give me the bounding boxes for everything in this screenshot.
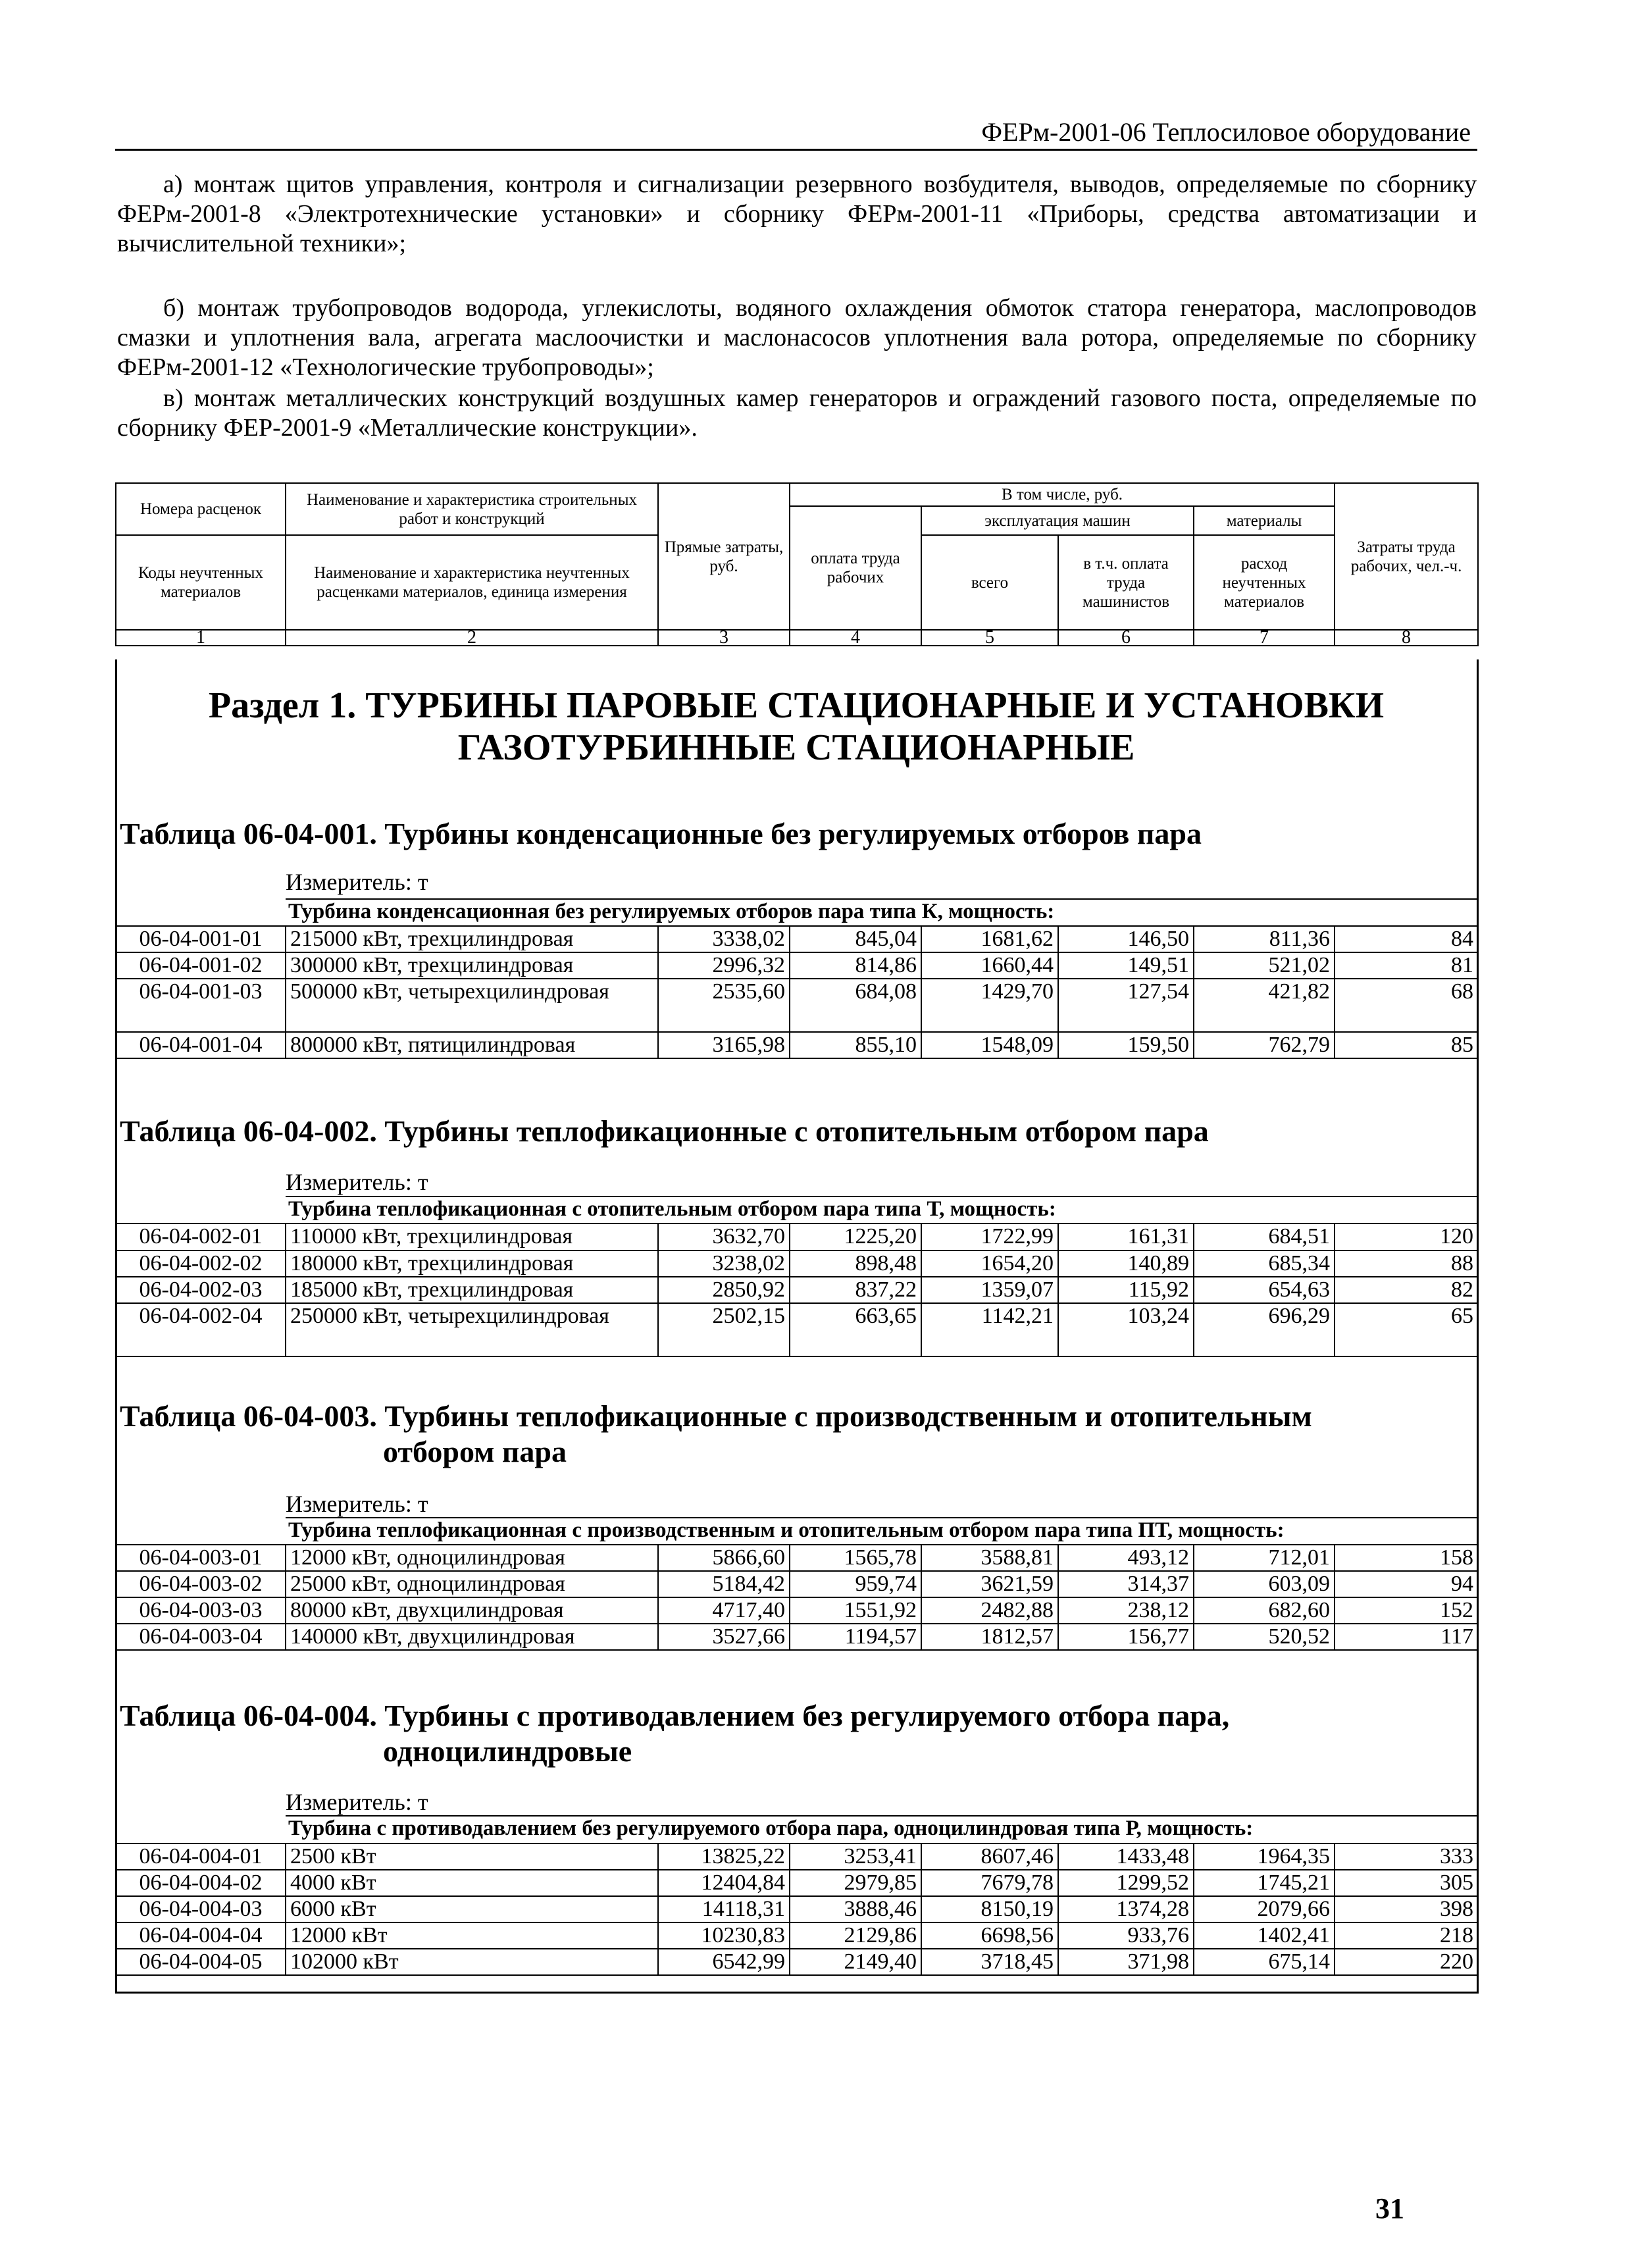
table-row — [116, 1843, 1478, 1870]
paragraph-a — [117, 170, 1477, 259]
column-number: 1 — [116, 630, 286, 646]
table-subheading: Турбина теплофикационная с отопительным отбором пара типа Т, мощность: — [286, 1196, 1478, 1221]
table-row — [116, 926, 1478, 952]
table-title — [120, 1698, 1475, 1769]
rate-code: 06-04-004-01 — [116, 1843, 286, 1870]
rate-code: 06-04-002-02 — [116, 1250, 286, 1277]
materials: 685,34 — [1194, 1250, 1335, 1277]
direct-costs: 5184,42 — [658, 1571, 790, 1597]
machinist-pay: 933,76 — [1058, 1922, 1194, 1949]
machines-total: 1812,57 — [921, 1624, 1058, 1650]
work-description: 300000 кВт, трехцилиндровая — [286, 952, 658, 979]
materials: 2079,66 — [1194, 1896, 1335, 1922]
direct-costs: 10230,83 — [658, 1922, 790, 1949]
materials: 682,60 — [1194, 1597, 1335, 1624]
running-header — [115, 113, 1477, 151]
rate-code: 06-04-002-01 — [116, 1224, 286, 1250]
materials: 684,51 — [1194, 1224, 1335, 1250]
table-title-text: Таблица 06-04-001. Турбины конденсационные без регулируемых отборов пара — [120, 817, 1202, 850]
rate-code: 06-04-003-04 — [116, 1624, 286, 1650]
machines-total: 1548,09 — [921, 1032, 1058, 1058]
table-title-text: Таблица 06-04-003. Турбины теплофикационные с производственным и отопительным — [120, 1399, 1312, 1433]
work-description: 800000 кВт, пятицилиндровая — [286, 1032, 658, 1058]
work-description: 25000 кВт, одноцилиндровая — [286, 1571, 658, 1597]
direct-costs: 13825,22 — [658, 1843, 790, 1870]
header-work-name: Наименование и характеристика строительных работ и конструкций — [286, 483, 658, 535]
work-description: 6000 кВт — [286, 1896, 658, 1922]
table-row — [116, 1250, 1478, 1277]
work-description: 180000 кВт, трехцилиндровая — [286, 1250, 658, 1277]
materials: 1402,41 — [1194, 1922, 1335, 1949]
machinist-pay: 115,92 — [1058, 1277, 1194, 1303]
labor-hours: 84 — [1335, 926, 1478, 952]
materials: 654,63 — [1194, 1277, 1335, 1303]
materials: 520,52 — [1194, 1624, 1335, 1650]
header-direct-costs: Прямые затраты, руб. — [658, 483, 790, 630]
work-description: 215000 кВт, трехцилиндровая — [286, 926, 658, 952]
worker-pay: 837,22 — [790, 1277, 921, 1303]
machines-total: 2482,88 — [921, 1597, 1058, 1624]
unit-of-measure: Измеритель: т — [286, 1789, 428, 1815]
direct-costs: 3238,02 — [658, 1250, 790, 1277]
worker-pay: 959,74 — [790, 1571, 921, 1597]
table-row — [116, 979, 1478, 1032]
table-row — [116, 1032, 1478, 1058]
machinist-pay: 1374,28 — [1058, 1896, 1194, 1922]
header-worker-pay: оплата труда рабочих — [790, 506, 921, 630]
materials: 521,02 — [1194, 952, 1335, 979]
materials: 675,14 — [1194, 1949, 1335, 1975]
labor-hours: 68 — [1335, 979, 1478, 1032]
table-row — [116, 1277, 1478, 1303]
labor-hours: 158 — [1335, 1545, 1478, 1571]
table-row — [116, 1597, 1478, 1624]
rate-code: 06-04-003-01 — [116, 1545, 286, 1571]
table-row — [116, 1545, 1478, 1571]
materials: 1745,21 — [1194, 1870, 1335, 1896]
labor-hours: 117 — [1335, 1624, 1478, 1650]
worker-pay: 663,65 — [790, 1303, 921, 1356]
rates-table — [115, 1843, 1479, 1976]
header-rate-numbers: Номера расценок — [116, 483, 286, 535]
table-row — [116, 1303, 1478, 1356]
work-description: 110000 кВт, трехцилиндровая — [286, 1224, 658, 1250]
table-title-continuation: отбором пара — [383, 1435, 567, 1468]
machines-total: 7679,78 — [921, 1870, 1058, 1896]
table-subheading: Турбина с противодавлением без регулируемого отбора пара, одноцилиндровая типа Р, мощность: — [286, 1815, 1478, 1840]
header-material-name: Наименование и характеристика неучтенных расценками материалов, единица измерения — [286, 535, 658, 630]
paragraph-b-text: б) монтаж трубопроводов водорода, углекислоты, водяного охлаждения обмоток статора генератора, маслопроводов смазки и уплотнения вала, агрегата маслоочистки и маслонасосов уплотнения вала ротора, определяемые по сборнику ФЕРм-2001-12 «Технологические трубопроводы»; — [117, 294, 1477, 381]
worker-pay: 1565,78 — [790, 1545, 921, 1571]
table-row — [116, 1896, 1478, 1922]
column-header-table — [115, 482, 1479, 646]
direct-costs: 4717,40 — [658, 1597, 790, 1624]
paragraph-c — [117, 384, 1477, 443]
table-title — [120, 816, 1475, 852]
table-title-text: Таблица 06-04-004. Турбины с противодавлением без регулируемого отбора пара, — [120, 1699, 1230, 1732]
machinist-pay: 1433,48 — [1058, 1843, 1194, 1870]
worker-pay: 898,48 — [790, 1250, 921, 1277]
work-description: 80000 кВт, двухцилиндровая — [286, 1597, 658, 1624]
machines-total: 1654,20 — [921, 1250, 1058, 1277]
column-number: 4 — [790, 630, 921, 646]
machinist-pay: 314,37 — [1058, 1571, 1194, 1597]
paragraph-a-text: а) монтаж щитов управления, контроля и сигнализации резервного возбудителя, выводов, определяемые по сборнику ФЕРм-2001-8 «Электротехнические установки» и сборнику ФЕРм-2001-11 «Приборы, средства автоматизации и вычислительной техники»; — [117, 170, 1477, 257]
machinist-pay: 149,51 — [1058, 952, 1194, 979]
materials: 421,82 — [1194, 979, 1335, 1032]
rate-code: 06-04-001-02 — [116, 952, 286, 979]
machinist-pay: 493,12 — [1058, 1545, 1194, 1571]
table-subheading: Турбина теплофикационная с производственным и отопительным отбором пара типа ПТ, мощность: — [286, 1517, 1478, 1542]
materials: 696,29 — [1194, 1303, 1335, 1356]
table-row — [116, 1571, 1478, 1597]
work-description: 2500 кВт — [286, 1843, 658, 1870]
machines-total: 8607,46 — [921, 1843, 1058, 1870]
rate-code: 06-04-002-03 — [116, 1277, 286, 1303]
work-description: 12000 кВт, одноцилиндровая — [286, 1545, 658, 1571]
worker-pay: 2129,86 — [790, 1922, 921, 1949]
table-row — [116, 1870, 1478, 1896]
direct-costs: 5866,60 — [658, 1545, 790, 1571]
unit-of-measure: Измеритель: т — [286, 1169, 428, 1195]
worker-pay: 814,86 — [790, 952, 921, 979]
work-description: 500000 кВт, четырехцилиндровая — [286, 979, 658, 1032]
rate-code: 06-04-001-03 — [116, 979, 286, 1032]
rates-table — [115, 1223, 1479, 1357]
unit-of-measure: Измеритель: т — [286, 1491, 428, 1517]
section-title: Раздел 1. ТУРБИНЫ ПАРОВЫЕ СТАЦИОНАРНЫЕ И УСТАНОВКИ ГАЗОТУРБИННЫЕ СТАЦИОНАРНЫЕ — [208, 685, 1385, 768]
labor-hours: 65 — [1335, 1303, 1478, 1356]
labor-hours: 398 — [1335, 1896, 1478, 1922]
header-title: ФЕРм-2001-06 Теплосиловое оборудование — [981, 117, 1471, 147]
work-description: 140000 кВт, двухцилиндровая — [286, 1624, 658, 1650]
page-number: 31 — [1375, 2192, 1404, 2225]
work-description: 250000 кВт, четырехцилиндровая — [286, 1303, 658, 1356]
column-number: 8 — [1335, 630, 1478, 646]
machinist-pay: 103,24 — [1058, 1303, 1194, 1356]
worker-pay: 855,10 — [790, 1032, 921, 1058]
worker-pay: 845,04 — [790, 926, 921, 952]
paragraph-b — [117, 294, 1477, 382]
worker-pay: 2149,40 — [790, 1949, 921, 1975]
labor-hours: 305 — [1335, 1870, 1478, 1896]
machinist-pay: 146,50 — [1058, 926, 1194, 952]
work-description: 12000 кВт — [286, 1922, 658, 1949]
machinist-pay: 371,98 — [1058, 1949, 1194, 1975]
machinist-pay: 140,89 — [1058, 1250, 1194, 1277]
rate-code: 06-04-004-04 — [116, 1922, 286, 1949]
work-description: 4000 кВт — [286, 1870, 658, 1896]
column-number: 6 — [1058, 630, 1194, 646]
header-including: В том числе, руб. — [790, 483, 1335, 506]
machines-total: 1681,62 — [921, 926, 1058, 952]
header-labor-hours: Затраты труда рабочих, чел.-ч. — [1335, 483, 1478, 630]
direct-costs: 3632,70 — [658, 1224, 790, 1250]
direct-costs: 2535,60 — [658, 979, 790, 1032]
direct-costs: 2850,92 — [658, 1277, 790, 1303]
machinist-pay: 159,50 — [1058, 1032, 1194, 1058]
table-subheading: Турбина конденсационная без регулируемых отборов пара типа К, мощность: — [286, 898, 1478, 923]
direct-costs: 3527,66 — [658, 1624, 790, 1650]
column-number: 5 — [921, 630, 1058, 646]
materials: 1964,35 — [1194, 1843, 1335, 1870]
machines-total: 1429,70 — [921, 979, 1058, 1032]
table-row — [116, 1624, 1478, 1650]
labor-hours: 218 — [1335, 1922, 1478, 1949]
machines-total: 1359,07 — [921, 1277, 1058, 1303]
direct-costs: 2996,32 — [658, 952, 790, 979]
work-description: 185000 кВт, трехцилиндровая — [286, 1277, 658, 1303]
labor-hours: 152 — [1335, 1597, 1478, 1624]
machines-total: 3621,59 — [921, 1571, 1058, 1597]
header-material-consumption: расход неучтенных материалов — [1194, 535, 1335, 630]
rate-code: 06-04-003-02 — [116, 1571, 286, 1597]
header-material-codes: Коды неучтенных материалов — [116, 535, 286, 630]
rates-table — [115, 925, 1479, 1059]
materials: 712,01 — [1194, 1545, 1335, 1571]
table-title-text: Таблица 06-04-002. Турбины теплофикационные с отопительным отбором пара — [120, 1114, 1209, 1148]
direct-costs: 14118,31 — [658, 1896, 790, 1922]
materials: 762,79 — [1194, 1032, 1335, 1058]
work-description: 102000 кВт — [286, 1949, 658, 1975]
column-number: 3 — [658, 630, 790, 646]
machinist-pay: 238,12 — [1058, 1597, 1194, 1624]
machines-total: 1722,99 — [921, 1224, 1058, 1250]
header-machinist-pay: в т.ч. оплата труда машинистов — [1058, 535, 1194, 630]
rate-code: 06-04-004-05 — [116, 1949, 286, 1975]
direct-costs: 2502,15 — [658, 1303, 790, 1356]
table-row — [116, 952, 1478, 979]
header-machines-total: всего — [921, 535, 1058, 630]
rate-code: 06-04-001-04 — [116, 1032, 286, 1058]
table-row — [116, 1949, 1478, 1975]
header-machine-operation: эксплуатация машин — [921, 506, 1194, 535]
worker-pay: 1225,20 — [790, 1224, 921, 1250]
machines-total: 1142,21 — [921, 1303, 1058, 1356]
unit-of-measure: Измеритель: т — [286, 869, 428, 895]
header-materials: материалы — [1194, 506, 1335, 535]
machines-total: 3588,81 — [921, 1545, 1058, 1571]
table-title — [120, 1399, 1475, 1470]
rates-table — [115, 1544, 1479, 1651]
rate-code: 06-04-004-03 — [116, 1896, 286, 1922]
machinist-pay: 127,54 — [1058, 979, 1194, 1032]
direct-costs: 3338,02 — [658, 926, 790, 952]
worker-pay: 1194,57 — [790, 1624, 921, 1650]
table-title — [120, 1114, 1475, 1149]
worker-pay: 2979,85 — [790, 1870, 921, 1896]
machinist-pay: 1299,52 — [1058, 1870, 1194, 1896]
labor-hours: 120 — [1335, 1224, 1478, 1250]
labor-hours: 333 — [1335, 1843, 1478, 1870]
rate-code: 06-04-002-04 — [116, 1303, 286, 1356]
paragraph-c-text: в) монтаж металлических конструкций воздушных камер генераторов и ограждений газового поста, определяемые по сборнику ФЕР-2001-9 «Металлические конструкции». — [117, 384, 1477, 442]
worker-pay: 684,08 — [790, 979, 921, 1032]
direct-costs: 12404,84 — [658, 1870, 790, 1896]
column-number: 2 — [286, 630, 658, 646]
machines-total: 6698,56 — [921, 1922, 1058, 1949]
rate-code: 06-04-001-01 — [116, 926, 286, 952]
worker-pay: 3253,41 — [790, 1843, 921, 1870]
labor-hours: 220 — [1335, 1949, 1478, 1975]
materials: 811,36 — [1194, 926, 1335, 952]
direct-costs: 3165,98 — [658, 1032, 790, 1058]
machinist-pay: 161,31 — [1058, 1224, 1194, 1250]
direct-costs: 6542,99 — [658, 1949, 790, 1975]
machines-total: 3718,45 — [921, 1949, 1058, 1975]
worker-pay: 3888,46 — [790, 1896, 921, 1922]
machinist-pay: 156,77 — [1058, 1624, 1194, 1650]
labor-hours: 94 — [1335, 1571, 1478, 1597]
table-row — [116, 1922, 1478, 1949]
column-number: 7 — [1194, 630, 1335, 646]
rate-code: 06-04-003-03 — [116, 1597, 286, 1624]
labor-hours: 81 — [1335, 952, 1478, 979]
worker-pay: 1551,92 — [790, 1597, 921, 1624]
machines-total: 8150,19 — [921, 1896, 1058, 1922]
table-row — [116, 1224, 1478, 1250]
table-title-continuation: одноцилиндровые — [383, 1734, 632, 1768]
materials: 603,09 — [1194, 1571, 1335, 1597]
labor-hours: 82 — [1335, 1277, 1478, 1303]
labor-hours: 85 — [1335, 1032, 1478, 1058]
machines-total: 1660,44 — [921, 952, 1058, 979]
rate-code: 06-04-004-02 — [116, 1870, 286, 1896]
labor-hours: 88 — [1335, 1250, 1478, 1277]
